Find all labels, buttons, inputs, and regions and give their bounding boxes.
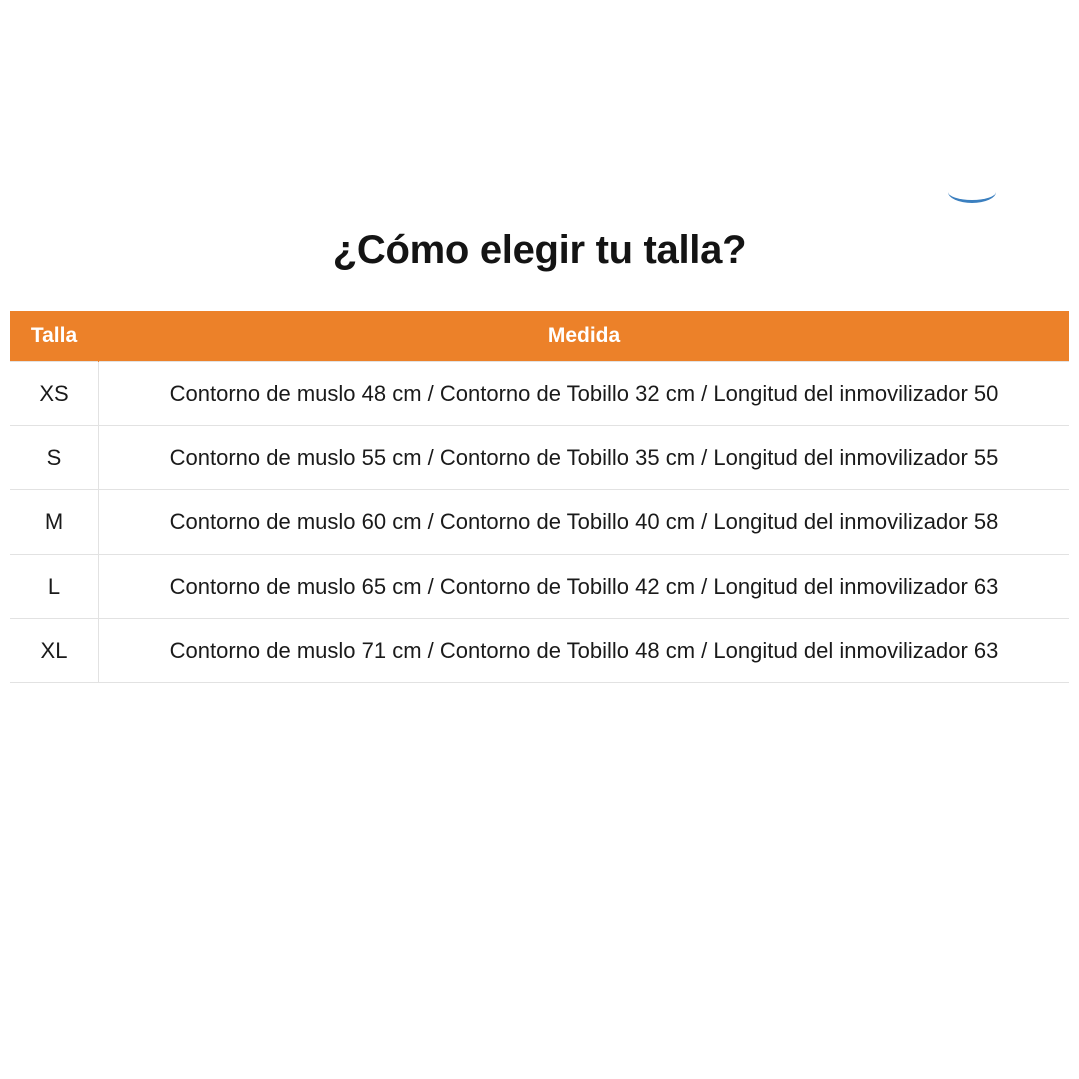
cell-talla: L: [10, 554, 99, 618]
size-table: [10, 311, 1069, 683]
size-table-container: [10, 311, 1069, 683]
cell-medida: Contorno de muslo 65 cm / Contorno de Tobillo 42 cm / Longitud del inmovilizador 63: [99, 554, 1070, 618]
cell-talla: M: [10, 490, 99, 554]
column-header-medida: Medida: [99, 311, 1070, 362]
decorative-arc-icon: [948, 178, 996, 203]
table-row: [10, 490, 1069, 554]
cell-medida: Contorno de muslo 48 cm / Contorno de Tobillo 32 cm / Longitud del inmovilizador 50: [99, 362, 1070, 426]
column-header-talla: Talla: [10, 311, 99, 362]
page-title: ¿Cómo elegir tu talla?: [332, 228, 747, 272]
cell-medida: Contorno de muslo 60 cm / Contorno de Tobillo 40 cm / Longitud del inmovilizador 58: [99, 490, 1070, 554]
cell-medida: Contorno de muslo 55 cm / Contorno de Tobillo 35 cm / Longitud del inmovilizador 55: [99, 426, 1070, 490]
table-row: [10, 554, 1069, 618]
table-row: [10, 362, 1069, 426]
cell-talla: XS: [10, 362, 99, 426]
size-table-head: [10, 311, 1069, 362]
cell-medida: Contorno de muslo 71 cm / Contorno de Tobillo 48 cm / Longitud del inmovilizador 63: [99, 618, 1070, 682]
table-row: [10, 426, 1069, 490]
cell-talla: XL: [10, 618, 99, 682]
table-header-row: [10, 311, 1069, 362]
size-table-body: [10, 362, 1069, 683]
table-row: [10, 618, 1069, 682]
cell-talla: S: [10, 426, 99, 490]
